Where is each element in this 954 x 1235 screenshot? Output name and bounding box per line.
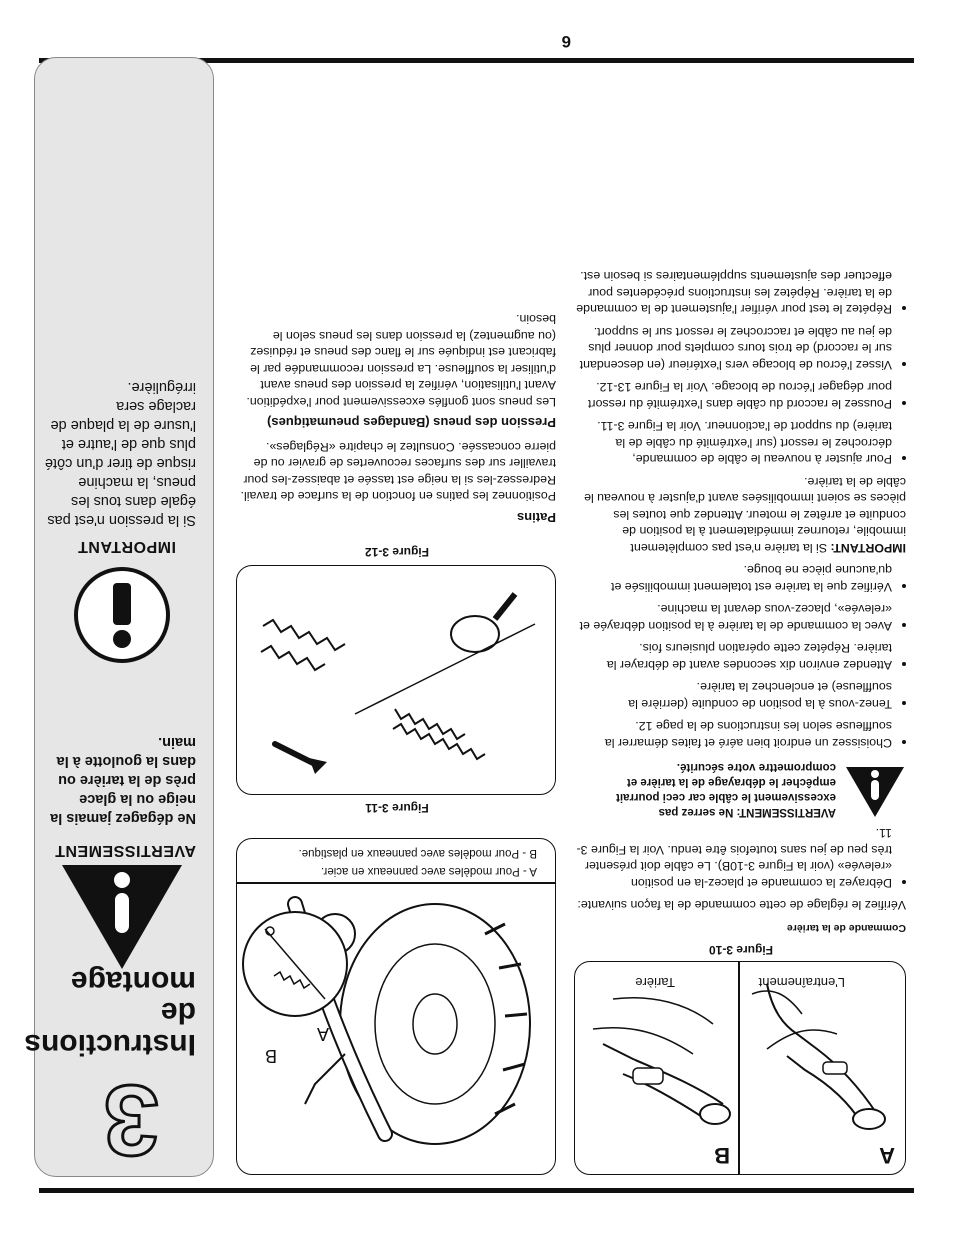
fig310-letter-b: B <box>714 1143 730 1168</box>
figure-3-11 <box>236 838 556 1175</box>
fig311-legend-a: A - Pour modèles avec panneaux en acier. <box>320 865 537 877</box>
sidebar-important-text: Si la pression n'est pas égale dans tous les pneus, la machine risque de tirer d'un côté plus que de l'autre et l'usure de la plaque de raclage sera irrégulière. <box>44 379 196 528</box>
patins-heading: Patins <box>516 510 556 525</box>
tire-pressure-heading: Pression des pneus (Bandages pneumatiques) <box>267 415 556 431</box>
auger-control-illustration <box>583 974 733 1144</box>
list-item: • Vérifiez que la tarière est totalement immobilisée et qu'aucune pièce ne bouge. <box>576 562 892 595</box>
info-icon <box>72 565 172 665</box>
list-item: • Tenez-vous à la position de conduite (derrière la souffleuse) et enclenchez la tarière. <box>576 679 892 712</box>
auger-control-heading: Commande de la tarière <box>786 922 906 934</box>
inline-warning <box>576 759 906 819</box>
list-item: • Poussez le raccord du câble dans l'extrémité du ressort pour dégager l'écrou de blocage. Voir la Figure 13-12. <box>576 379 892 412</box>
fig310-caption: Figure 3-10 <box>708 943 774 957</box>
chapter-number: 3 <box>103 1064 159 1176</box>
spring-detail-circle <box>240 909 350 1019</box>
fig310-letter-a: A <box>879 1143 895 1168</box>
fig311-legend <box>247 844 537 880</box>
auger-steps-list-1 <box>576 825 906 891</box>
cable-spring-illustration <box>237 566 555 794</box>
fig311-label-a: A <box>316 1024 329 1044</box>
fig311-caption: Figure 3-11 <box>365 801 429 815</box>
list-item: • Pour ajuster à nouveau le câble de commande, décrochez le ressort (sur l'extrémité du câble de la tarière) du support de l'actionneur. Voir la Figure 3-11. <box>576 418 892 468</box>
figure-3-12 <box>236 565 556 795</box>
fig311-legend-b: B - Pour modèles avec panneaux en plastique. <box>298 847 537 859</box>
fig310-label-b: Tarière <box>635 975 675 990</box>
sidebar-warning-text: Ne dégagez jamais la neige ou la glace près de la tarière ou dans la goulotte à la main. <box>50 734 196 826</box>
auger-control-intro: Vérifiez le réglage de cette commande de la façon suivante: <box>577 898 906 913</box>
fig312-caption: Figure 3-12 <box>364 545 430 559</box>
drive-control-illustration <box>747 974 897 1144</box>
list-item: • Vissez l'écrou de blocage vers l'extérieur (en descendant sur le raccord) de trois tours complets pour donner plus de jeu au câble et raccrochez le ressort sur le support. <box>576 324 892 374</box>
important-text: Si la tarière n'est pas complètement immobile, retournez immédiatement à la position de conduite et arrêtez le moteur. Attendez que toutes les pièces se soient immobilisées avant d'ajuster à nouveau le câble de la tarière. <box>584 475 906 555</box>
top-rule <box>39 1188 914 1193</box>
chapter-title-line1: Instructions <box>24 1028 196 1061</box>
fig311-label-b: B <box>264 1046 277 1066</box>
auger-control-section <box>576 262 906 940</box>
auger-steps-list-3 <box>576 268 906 468</box>
inline-warning-text: AVERTISSEMENT: Ne serrez pas excessivement le câble car ceci pourrait empêcher le débrayage de la tarière et compromettre votre sécurité. <box>616 761 836 818</box>
page-number: 6 <box>561 32 571 51</box>
patins-and-tires-section <box>238 305 556 533</box>
important-label: IMPORTANT: <box>830 541 906 555</box>
chapter-title <box>24 965 196 1061</box>
list-item: • Débrayez la commande et placez-la en position «relevée» (voir la Figure 3-10B). Le câble doit présenter très peu de jeu sans toutefois être tendu. Voir la Figure 3-11. <box>576 825 892 891</box>
auger-steps-list-2 <box>576 562 906 751</box>
fig310-label-a: L'entraînement <box>758 975 845 990</box>
tire-pressure-text: Les pneus sont gonflés excessivement pour l'expédition. Avant l'utilisation, vérifiez la pression des pneus avant d'utiliser la souffleuse. La pression recommandée par le fabricant est indiquée sur le flanc des pneus et réduisez (ou augmentez) la pression dans les pneus selon le besoin. <box>246 312 556 409</box>
figure-3-10 <box>574 961 906 1175</box>
list-item: • Attendez environ dix secondes avant de débrayer la tarière. Répétez cette opération plusieurs fois. <box>576 640 892 673</box>
warning-icon <box>58 861 186 973</box>
important-note <box>576 474 906 557</box>
chapter-title-line2: de montage <box>70 965 196 1030</box>
warning-icon <box>844 765 906 819</box>
sidebar-warning-heading: AVERTISSEMENT <box>54 842 196 859</box>
list-item: • Choisissez un endroit bien aéré et faites démarrer la souffleuse selon les instructions de la page 12. <box>576 718 892 751</box>
list-item: • Avec la commande de la tarière à la position débrayée et «relevée», placez-vous devant la machine. <box>576 601 892 634</box>
sidebar-important-heading: IMPORTANT <box>77 538 176 555</box>
patins-text: Positionnez les patins en fonction de la surface de travail. Redressez-les si la neige est tassée et abaissez-les pour travailler sur des surfaces recouvertes de gravier ou de pierre concassée. Consultez le chapitre «Réglages». <box>240 440 556 504</box>
list-item: • Répétez le test pour vérifier l'ajustement de la commande de la tarière. Répétez les instructions précédentes pour effectuer des ajustements supplémentaires si besoin est. <box>576 268 892 318</box>
